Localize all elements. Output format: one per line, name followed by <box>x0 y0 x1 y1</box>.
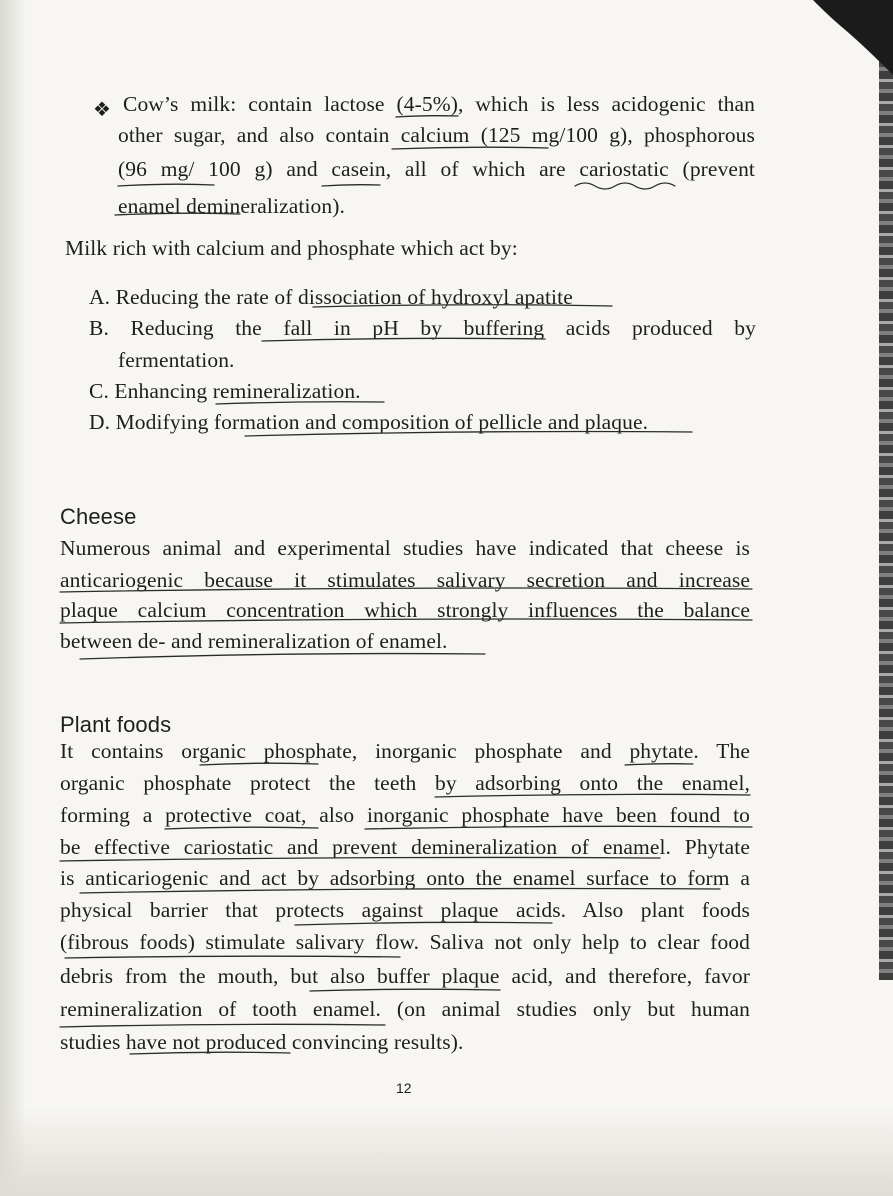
cheese-line-4: between de- and remineralization of enamel. <box>60 629 448 653</box>
plant-line-6: physical barrier that protects against plaque acids. Also plant foods <box>60 898 750 922</box>
milk-bullet-line-4: enamel demineralization). <box>118 194 345 218</box>
milk-item-c: C. Enhancing remineralization. <box>89 379 361 403</box>
page-number: 12 <box>396 1080 412 1096</box>
plant-line-5: is anticariogenic and act by adsorbing onto the enamel surface to form a <box>60 866 750 890</box>
cheese-line-1: Numerous animal and experimental studies have indicated that cheese is <box>60 536 750 560</box>
milk-bullet-line-1: Cow’s milk: contain lactose (4-5%), which is less acidogenic than <box>123 92 755 116</box>
plant-line-4: be effective cariostatic and prevent demineralization of enamel. Phytate <box>60 835 750 859</box>
plant-line-7: (fibrous foods) stimulate salivary flow. Saliva not only help to clear food <box>60 930 750 954</box>
cheese-line-2: anticariogenic because it stimulates salivary secretion and increase <box>60 568 750 592</box>
plant-line-3: forming a protective coat, also inorganic phosphate have been found to <box>60 803 750 827</box>
milk-item-a: A. Reducing the rate of dissociation of hydroxyl apatite <box>89 285 573 309</box>
plant-line-9: remineralization of tooth enamel. (on animal studies only but human <box>60 997 750 1021</box>
cheese-line-3: plaque calcium concentration which strongly influences the balance <box>60 598 750 622</box>
plant-line-8: debris from the mouth, but also buffer plaque acid, and therefore, favor <box>60 964 750 988</box>
milk-item-b: B. Reducing the fall in pH by buffering acids produced by <box>89 316 756 340</box>
plant-line-1: It contains organic phosphate, inorganic phosphate and phytate. The <box>60 739 750 763</box>
plant-line-2: organic phosphate protect the teeth by adsorbing onto the enamel, <box>60 771 750 795</box>
plant-heading: Plant foods <box>60 712 172 737</box>
diamond-bullet-icon: ❖ <box>93 97 111 121</box>
plant-line-10: studies have not produced convincing results). <box>60 1030 464 1054</box>
milk-item-b-cont: fermentation. <box>118 348 235 372</box>
milk-bullet-line-2: other sugar, and also contain calcium (125 mg/100 g), phosphorous <box>118 123 755 147</box>
cheese-heading: Cheese <box>60 504 137 529</box>
milk-item-d: D. Modifying formation and composition of pellicle and plaque. <box>89 410 649 434</box>
milk-intro: Milk rich with calcium and phosphate which act by: <box>65 236 518 260</box>
milk-bullet-line-3: (96 mg/ 100 g) and casein, all of which are cariostatic (prevent <box>118 157 755 181</box>
